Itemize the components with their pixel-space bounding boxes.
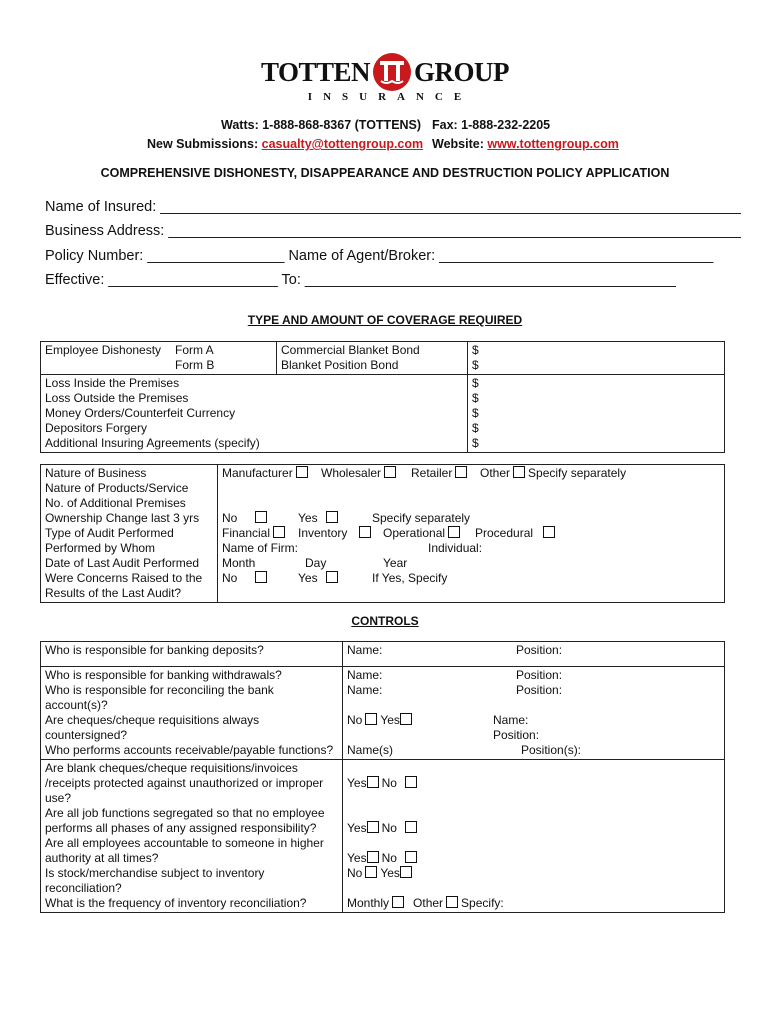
controls-heading: CONTROLS [351, 614, 419, 628]
coverage-heading: TYPE AND AMOUNT OF COVERAGE REQUIRED [247, 313, 523, 327]
insured-field[interactable]: Name of Insured: ________________________________________________________________________ [45, 199, 741, 215]
control-answer-group [343, 667, 725, 760]
controls-table [40, 641, 725, 913]
financial-option [222, 526, 288, 541]
yes-checkbox[interactable] [367, 821, 379, 833]
company-logo [0, 52, 770, 103]
retailer-checkbox[interactable] [455, 466, 467, 478]
blanket-bond-label: Blanket Position Bond [281, 358, 399, 372]
yes-checkbox[interactable] [367, 851, 379, 863]
manufacturer-option [222, 466, 311, 481]
inventory-option [298, 526, 374, 541]
bond-type-cell [277, 342, 468, 375]
wholesaler-checkbox[interactable] [384, 466, 396, 478]
segregated-options [347, 821, 420, 836]
concerns-no-checkbox[interactable] [255, 571, 267, 583]
other-checkbox[interactable] [446, 896, 458, 908]
control-question: Who is responsible for reconciling the bank [45, 683, 274, 697]
day-label: Day [305, 556, 327, 570]
name-label: Name: [347, 683, 383, 697]
concerns-no-option [222, 571, 270, 586]
retailer-option [411, 466, 470, 481]
inventory-label: Inventory [298, 526, 348, 540]
address-field[interactable]: Business Address: _______________________________________________________________________ [45, 223, 741, 239]
wholesaler-label: Wholesaler [321, 466, 382, 480]
other-option [480, 466, 626, 481]
yes-checkbox[interactable] [367, 776, 379, 788]
accountable-options [347, 851, 420, 866]
label-ownership-change: Ownership Change last 3 yrs [45, 511, 200, 525]
names-label: Name(s) [347, 743, 394, 757]
concerns-yes-label: Yes [298, 571, 318, 585]
control-question-group [41, 760, 343, 913]
if-yes-specify-label: If Yes, Specify [372, 571, 448, 585]
name-label: Name: [347, 643, 383, 657]
specify-label: Specify: [461, 896, 504, 910]
financial-label: Financial [222, 526, 271, 540]
coverage-item: Money Orders/Counterfeit Currency [45, 406, 236, 420]
effective-field[interactable]: Effective: _____________________ To: ______________________________________________ [45, 272, 676, 288]
form-b-label: Form B [175, 358, 215, 372]
no-checkbox[interactable] [405, 821, 417, 833]
concerns-yes-option [298, 571, 341, 586]
wholesaler-option [321, 466, 399, 481]
amount-field[interactable]: $ [472, 421, 479, 435]
business-table [40, 464, 725, 603]
frequency-options [347, 896, 504, 911]
logo-word-right: GROUP [414, 56, 510, 87]
logo-word-left: TOTTEN [260, 56, 371, 87]
specify-separately-label: Specify separately [528, 466, 627, 480]
coverage-item: Depositors Forgery [45, 421, 148, 435]
positions-label: Position(s): [521, 743, 582, 757]
position-label: Position: [493, 728, 540, 742]
submissions-label: New Submissions: [147, 137, 259, 151]
operational-label: Operational [383, 526, 446, 540]
umbrella-logo-icon [372, 52, 412, 92]
no-label: No [381, 821, 397, 835]
amount-field[interactable]: $ [472, 406, 479, 420]
control-question: countersigned? [45, 728, 128, 742]
watts-phone: Watts: 1-888-868-8367 (TOTTENS) [221, 118, 422, 132]
label-additional-premises: No. of Additional Premises [45, 496, 186, 510]
month-label: Month [222, 556, 256, 570]
coverage-item: Loss Inside the Premises [45, 376, 180, 390]
no-checkbox[interactable] [365, 713, 377, 725]
emp-dishonesty-cell [41, 342, 277, 375]
yes-checkbox[interactable] [400, 713, 412, 725]
amount-field[interactable]: $ [472, 436, 479, 450]
control-question: reconciliation? [45, 881, 122, 895]
label-audit-results: Results of the Last Audit? [45, 586, 182, 600]
control-question: use? [45, 791, 72, 805]
control-question: Who is responsible for banking withdrawals? [45, 668, 282, 682]
label-concerns-raised: Were Concerns Raised to the [45, 571, 203, 585]
label-last-audit-date: Date of Last Audit Performed [45, 556, 200, 570]
inventory-recon-options [347, 866, 415, 881]
protected-options [347, 776, 420, 791]
retailer-label: Retailer [411, 466, 453, 480]
control-question: performs all phases of any assigned responsibility? [45, 821, 317, 835]
manufacturer-checkbox[interactable] [296, 466, 308, 478]
ownership-yes-label: Yes [298, 511, 318, 525]
position-label: Position: [516, 683, 563, 697]
ownership-specify-label: Specify separately [372, 511, 471, 525]
control-question: Are cheques/cheque requisitions always [45, 713, 260, 727]
yes-label: Yes [380, 866, 400, 880]
name-label: Name: [493, 713, 529, 727]
ownership-no-label: No [222, 511, 238, 525]
individual-label: Individual: [428, 541, 483, 555]
control-question: account(s)? [45, 698, 108, 712]
business-answers-cell [218, 465, 725, 603]
name-label: Name: [347, 668, 383, 682]
amount-cell[interactable] [468, 342, 725, 375]
no-checkbox[interactable] [405, 776, 417, 788]
label-products-service: Nature of Products/Service [45, 481, 189, 495]
position-label: Position: [516, 643, 563, 657]
procedural-label: Procedural [475, 526, 534, 540]
amount-field[interactable]: $ [472, 391, 479, 405]
yes-checkbox[interactable] [400, 866, 412, 878]
control-question: Are blank cheques/cheque requisitions/invoices [45, 761, 298, 775]
submissions-email-link[interactable]: casualty@tottengroup.com [261, 137, 424, 151]
other-checkbox[interactable] [513, 466, 525, 478]
position-label: Position: [516, 668, 563, 682]
control-answer [343, 642, 725, 667]
amount-form-a[interactable]: $ [472, 343, 479, 357]
coverage-item: Loss Outside the Premises [45, 391, 189, 405]
control-question: authority at all times? [45, 851, 159, 865]
year-label: Year [383, 556, 408, 570]
policy-agent-field[interactable]: Policy Number: _________________ Name of Agent/Broker: __________________________________ [45, 248, 714, 264]
no-label: No [347, 713, 363, 727]
no-checkbox[interactable] [365, 866, 377, 878]
concerns-yes-checkbox[interactable] [326, 571, 338, 583]
commercial-bond-label: Commercial Blanket Bond [281, 343, 420, 357]
control-question-group [41, 667, 343, 760]
emp-dishonesty-label: Employee Dishonesty [45, 343, 162, 357]
ownership-no-option [222, 511, 270, 526]
logo-subtitle: INSURANCE [307, 91, 473, 103]
yes-label: Yes [380, 713, 400, 727]
amount-form-b[interactable]: $ [472, 358, 479, 372]
fax-number: Fax: 1-888-232-2205 [432, 118, 551, 132]
monthly-label: Monthly [347, 896, 390, 910]
form-a-label: Form A [175, 343, 214, 357]
ownership-yes-checkbox[interactable] [326, 511, 338, 523]
manufacturer-label: Manufacturer [222, 466, 293, 480]
yes-label: Yes [347, 851, 367, 865]
page-title: COMPREHENSIVE DISHONESTY, DISAPPEARANCE AND DESTRUCTION POLICY APPLICATION [100, 166, 670, 180]
ownership-yes-option [298, 511, 341, 526]
countersigned-options [347, 713, 415, 728]
monthly-checkbox[interactable] [392, 896, 404, 908]
submissions-line [147, 137, 423, 151]
control-question: Are all job functions segregated so that no employee [45, 806, 325, 820]
control-question: /receipts protected against unauthorized or improper [45, 776, 324, 790]
no-label: No [347, 866, 363, 880]
label-audit-type: Type of Audit Performed [45, 526, 174, 540]
control-question: Who is responsible for banking deposits? [41, 642, 343, 667]
yes-label: Yes [347, 776, 367, 790]
procedural-option [475, 526, 558, 541]
no-label: No [381, 851, 397, 865]
coverage-item: Additional Insuring Agreements (specify) [45, 436, 260, 450]
concerns-no-label: No [222, 571, 238, 585]
operational-option [383, 526, 463, 541]
coverage-amounts-cell[interactable] [468, 375, 725, 453]
website-line [432, 137, 619, 151]
yes-label: Yes [347, 821, 367, 835]
business-labels-cell [41, 465, 218, 603]
coverage-table [40, 341, 725, 453]
inventory-checkbox[interactable] [359, 526, 371, 538]
control-answer-group [343, 760, 725, 913]
control-question: Who performs accounts receivable/payable functions? [45, 743, 334, 757]
no-checkbox[interactable] [405, 851, 417, 863]
procedural-checkbox[interactable] [543, 526, 555, 538]
website-link[interactable]: www.tottengroup.com [487, 137, 619, 151]
firm-name-label: Name of Firm: [222, 541, 299, 555]
website-label: Website: [432, 137, 484, 151]
control-question: Are all employees accountable to someone in higher [45, 836, 324, 850]
ownership-no-checkbox[interactable] [255, 511, 267, 523]
coverage-items-cell [41, 375, 468, 453]
financial-checkbox[interactable] [273, 526, 285, 538]
label-performed-by: Performed by Whom [45, 541, 156, 555]
control-question: What is the frequency of inventory reconciliation? [45, 896, 307, 910]
other-label: Other [480, 466, 511, 480]
operational-checkbox[interactable] [448, 526, 460, 538]
amount-field[interactable]: $ [472, 376, 479, 390]
no-label: No [381, 776, 397, 790]
other-label: Other [413, 896, 444, 910]
label-nature-business: Nature of Business [45, 466, 147, 480]
control-question: Is stock/merchandise subject to inventory [45, 866, 265, 880]
